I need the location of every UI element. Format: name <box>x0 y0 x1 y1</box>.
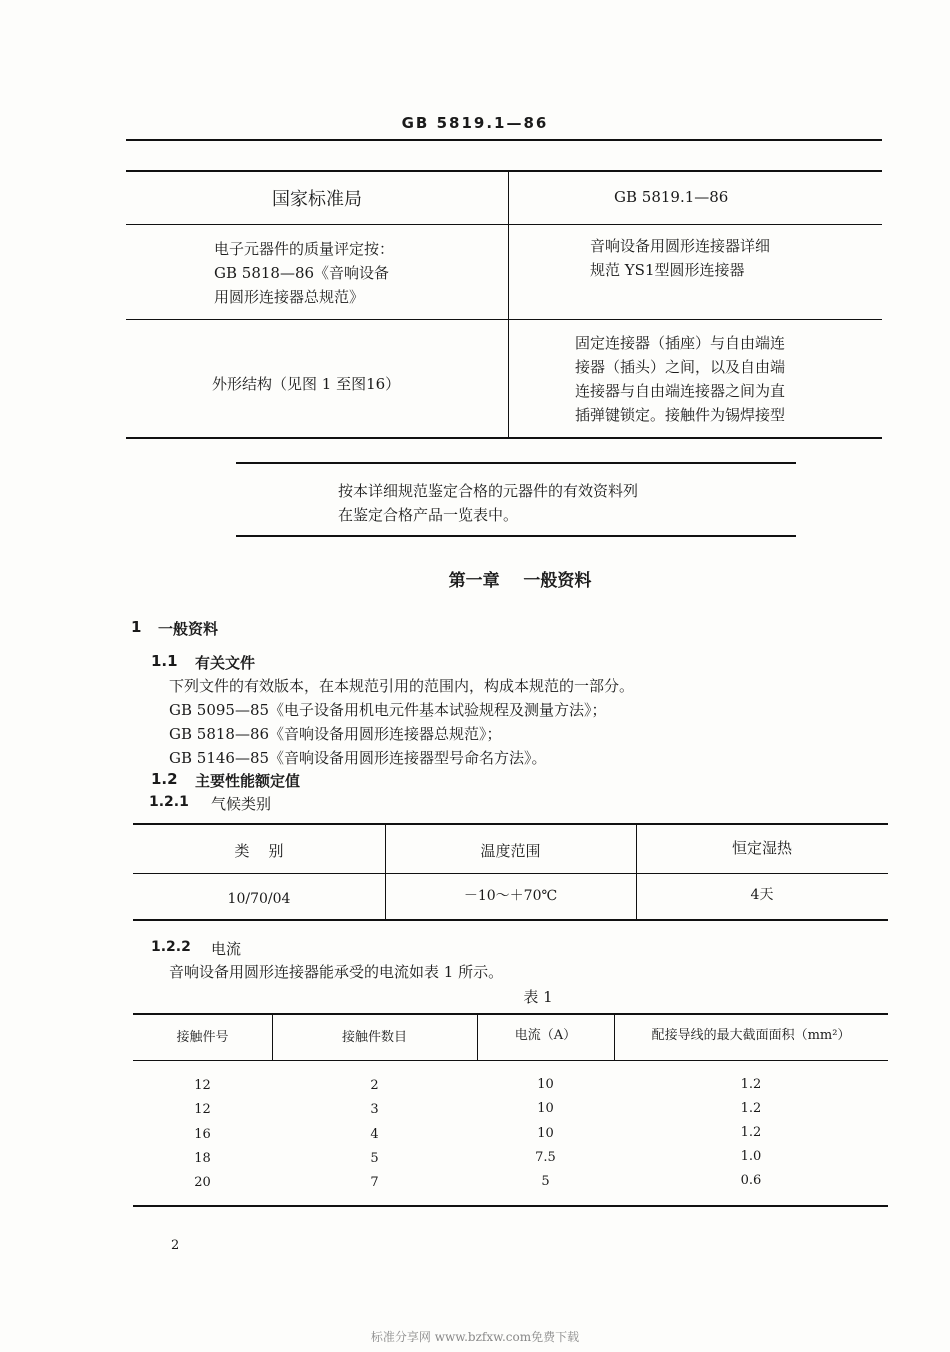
ref-gb5146: GB 5146—85《音响设备用圆形连接器型号命名方法》。 <box>169 749 547 767</box>
section-1-2-2-title: 电流 <box>211 940 242 958</box>
table1-cell-contact-no: 12 <box>194 1102 211 1117</box>
quality-line-1: 电子元器件的质量评定按： <box>214 240 395 258</box>
section-1-2-1-number: 1.2.1 <box>149 794 189 810</box>
top-table-top-rule <box>126 170 882 172</box>
standard-code-header: GB 5819.1—86 <box>401 114 549 132</box>
section-1-1-number: 1.1 <box>151 652 178 670</box>
notice-bottom-rule <box>236 535 796 537</box>
notice-line-2: 在鉴定合格产品一览表中。 <box>338 506 519 524</box>
table1-cell-wire-area: 1.0 <box>740 1149 762 1164</box>
standard-number-cell: GB 5819.1—86 <box>614 188 729 206</box>
notice-text <box>338 479 638 527</box>
section-1-number: 1 <box>131 618 142 636</box>
section-1-2-2-number: 1.2.2 <box>151 939 191 955</box>
spec-title-line-1: 音响设备用圆形连接器详细 <box>590 237 771 255</box>
outline-cell: 外形结构（见图 1 至图16） <box>212 375 401 393</box>
locking-line-3: 连接器与自由端连接器之间为直 <box>575 382 786 400</box>
table1-cell-contact-count: 2 <box>370 1078 379 1093</box>
climate-header-category: 类 别 <box>234 842 284 860</box>
table1-cell-current: 10 <box>537 1126 554 1141</box>
ref-gb5095: GB 5095—85《电子设备用机电元件基本试验规程及测量方法》； <box>169 701 607 719</box>
header-rule <box>126 139 882 141</box>
table1-header-wire-area: 配接导线的最大截面面积（mm²） <box>651 1028 851 1043</box>
table1-cell-current: 5 <box>541 1174 550 1189</box>
footer-watermark: 标准分享网 www.bzfxw.com免费下载 <box>370 1330 580 1344</box>
locking-line-1: 固定连接器（插座）与自由端连 <box>575 334 786 352</box>
table1-cell-current: 7.5 <box>535 1150 556 1165</box>
table1-header-contact-no: 接触件号 <box>176 1030 229 1045</box>
table1-cell-contact-no: 18 <box>194 1151 211 1166</box>
top-table-bottom-rule <box>126 437 882 439</box>
chapter-title: 第一章 一般资料 <box>448 571 592 591</box>
issuing-authority: 国家标准局 <box>272 189 362 210</box>
ref-gb5818: GB 5818—86《音响设备用圆形连接器总规范》； <box>169 725 502 743</box>
section-1-title: 一般资料 <box>158 620 219 638</box>
quality-line-3: 用圆形连接器总规范》 <box>214 288 365 306</box>
table1-cell-contact-count: 4 <box>370 1127 379 1142</box>
ref-intro-line: 下列文件的有效版本，在本规范引用的范围内，构成本规范的一部分。 <box>169 677 635 695</box>
table1-cell-current: 10 <box>537 1101 554 1116</box>
section-1-1-title: 有关文件 <box>195 654 256 672</box>
spec-title-line-2: 规范 YS1型圆形连接器 <box>590 261 745 279</box>
table1-cell-contact-count: 7 <box>370 1175 379 1190</box>
table1-top-rule <box>133 1013 888 1015</box>
top-table-divider <box>508 171 509 438</box>
top-table-row2-rule <box>126 319 882 320</box>
table1-cell-wire-area: 1.2 <box>740 1077 762 1092</box>
climate-temperature-value: －10～＋70℃ <box>463 888 558 904</box>
current-intro: 音响设备用圆形连接器能承受的电流如表 1 所示。 <box>169 963 504 981</box>
climate-humidity-value: 4天 <box>750 887 774 903</box>
section-1-2-title: 主要性能额定值 <box>195 772 301 790</box>
climate-category-value: 10/70/04 <box>227 891 291 907</box>
climate-header-temperature: 温度范围 <box>480 842 541 860</box>
spec-title-cell <box>590 234 770 282</box>
page-number: 2 <box>171 1238 180 1253</box>
table1-cell-contact-no: 16 <box>194 1127 211 1142</box>
climate-mid-rule <box>133 873 888 874</box>
locking-line-4: 插弹键锁定。接触件为锡焊接型 <box>575 406 786 424</box>
referenced-documents <box>169 674 634 770</box>
table1-cell-contact-count: 3 <box>370 1102 379 1117</box>
table1-header-rule <box>133 1060 888 1061</box>
quality-assessment-cell <box>214 237 394 309</box>
locking-line-2: 接器（插头）之间，以及自由端 <box>575 358 786 376</box>
table1-cell-wire-area: 1.2 <box>740 1125 762 1140</box>
table1-cell-contact-no: 12 <box>194 1078 211 1093</box>
climate-bottom-rule <box>133 919 888 921</box>
table1-bottom-rule <box>133 1205 888 1207</box>
climate-top-rule <box>133 823 888 825</box>
climate-header-humidity: 恒定湿热 <box>731 839 792 857</box>
table1-cell-current: 10 <box>537 1077 554 1092</box>
table1-cell-wire-area: 1.2 <box>740 1101 762 1116</box>
table1-cell-contact-count: 5 <box>370 1151 379 1166</box>
table1-cell-contact-no: 20 <box>194 1175 211 1190</box>
top-table-row1-rule <box>126 224 882 225</box>
notice-top-rule <box>236 462 796 464</box>
quality-line-2: GB 5818—86《音响设备 <box>214 264 390 282</box>
table1-header-current: 电流（A） <box>514 1028 577 1043</box>
section-1-2-number: 1.2 <box>151 770 178 788</box>
table1-cell-wire-area: 0.6 <box>740 1173 762 1188</box>
locking-description-cell <box>575 331 785 427</box>
section-1-2-1-title: 气候类别 <box>211 795 272 813</box>
table1-caption: 表 1 <box>523 988 553 1006</box>
notice-line-1: 按本详细规范鉴定合格的元器件的有效资料列 <box>338 482 639 500</box>
table1-header-contact-count: 接触件数目 <box>341 1030 407 1045</box>
